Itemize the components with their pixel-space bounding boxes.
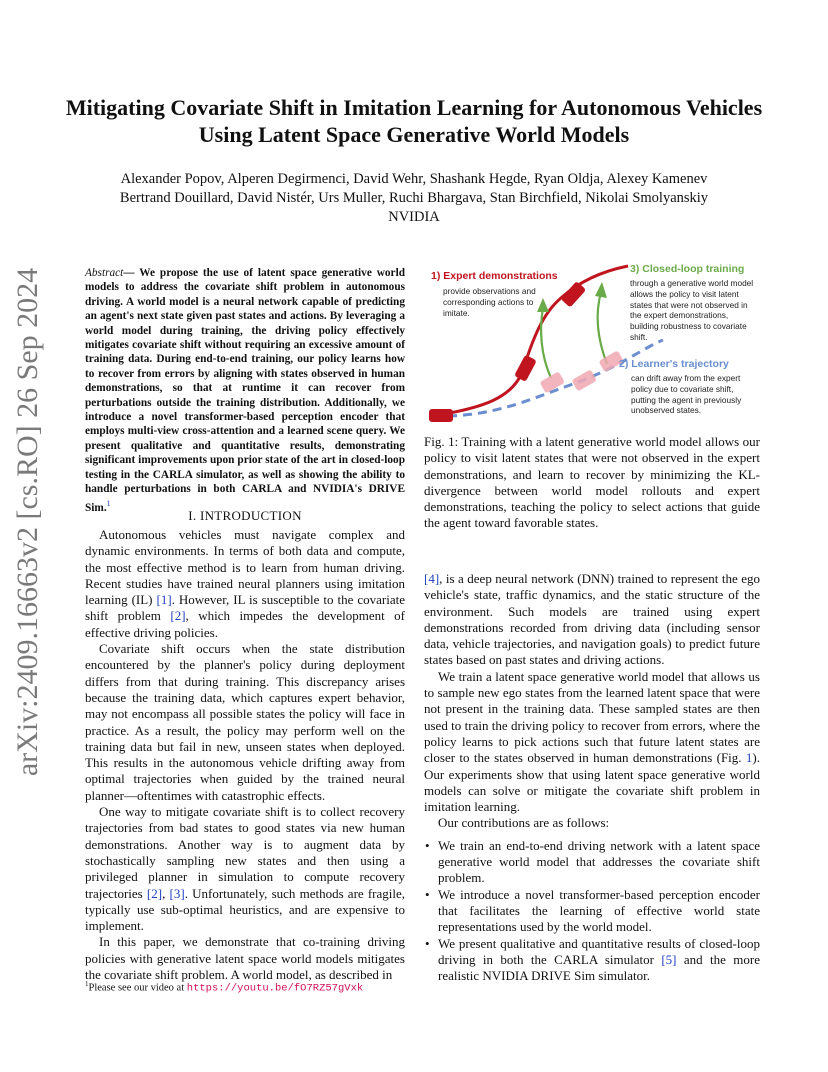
intro-paragraph-4: In this paper, we demonstrate that co-training driving policies with generative latent space world models mitigates the covariate shift problem. A world model, as described in [85, 934, 405, 983]
list-item: • We train an end-to-end driving network with a latent space generative world model that addresses the covariate shift problem. [438, 838, 760, 887]
affiliation: NVIDIA [388, 209, 440, 225]
intro-paragraph-3: One way to mitigate covariate shift is to collect recovery trajectories from bad states to good states via new human demonstrations. Another way is to augment data by stochastically sampling new states and then using a privileged planner in simulation to compute recovery trajectories [2], [3]. Unfortunately, such methods are fragile, typically use sub-optimal heuristics, and are expensive to implement. [85, 804, 406, 934]
expert-demonstrations-label: 1) Expert demonstrations [431, 270, 558, 282]
closed-loop-arrow [541, 308, 551, 378]
section-heading-introduction: I. INTRODUCTION [188, 508, 302, 523]
expert-car [514, 355, 537, 382]
arxiv-identifier: arXiv:2409.16663v2 [cs.RO] 26 Sep 2024 [11, 267, 44, 777]
citation-link[interactable]: [3] [169, 885, 185, 901]
authors-line-1: Alexander Popov, Alperen Degirmenci, David Wehr, Shashank Hegde, Ryan Oldja, Alexey Kamenev [120, 171, 708, 187]
list-item: • We introduce a novel transformer-based perception encoder that facilitates the learning of effective world state representations used by the world model. [438, 887, 760, 936]
closed-loop-arrowhead [595, 282, 607, 298]
closed-loop-arrow [598, 292, 607, 364]
closed-loop-training-text: through a generative world model allows the policy to visit latent states that were not observed in the expert demonstrations, building robustness to covariate shift. [630, 278, 754, 342]
citation-link[interactable]: [5] [661, 951, 677, 967]
learner-trajectory-label: 2) Learner's trajectory [619, 358, 729, 370]
abstract-text: — We propose the use of latent space generative world models to address the covariate shift problem in autonomous driving. A world model is a neural network capable of predicting an agent's next state given past states and actions. By leveraging a world model during training, the driving policy effectively mitigates covariate shift without requiring an excessive amount of training data. During end-to-end training, our policy learns how to recover from errors by aligning with states observed in human demonstrations, so that at runtime it can recover from perturbations outside the training distribution. Additionally, we introduce a novel transformer-based perception encoder that employs multi-view cross-attention and a learned scene query. We present qualitative and quantitative results, demonstrating significant improvements upon prior state of the art in closed-loop testing in the CARLA simulator, as well as showing the ability to handle perturbations in both CARLA and NVIDIA's DRIVE Sim. [85, 267, 405, 514]
right-paragraph-3: Our contributions are as follows: [438, 815, 610, 831]
authors-line-2: Bertrand Douillard, David Nistér, Urs Muller, Ruchi Bhargava, Stan Birchfield, Nikolai Smolyanskiy [119, 190, 709, 206]
expert-car [429, 409, 453, 422]
expert-demonstrations-text: provide observations and corresponding actions to imitate. [443, 286, 536, 318]
footnote-text: Please see our video at [88, 982, 187, 994]
introduction-text [85, 527, 405, 983]
citation-link[interactable]: [1] [156, 592, 172, 608]
closed-loop-training-label: 3) Closed-loop training [630, 263, 745, 275]
paper-title: Mitigating Covariate Shift in Imitation Learning for Autonomous Vehicles Using Latent Space Generative World Models [65, 95, 763, 147]
figure-caption: Fig. 1: Training with a latent generative world model allows our policy to visit latent states that were not observed in the expert demonstrations, and learn to recover by minimizing the KL-divergence between world model rollouts and expert demonstrations, teaching the policy to select actions that guide the agent toward favorable states. [424, 434, 760, 531]
learner-car [571, 369, 597, 391]
learner-trajectory-text: can drift away from the expert policy due to covariate shift, putting the agent in previously unobserved states. [631, 373, 742, 416]
intro-paragraph-1: Autonomous vehicles must navigate complex and dynamic environments. In terms of both data and compute, the most effective method is to learn from human driving. Recent studies have trained neural planners using imitation learning (IL) [1]. However, IL is susceptible to the covariate shift problem [2], which impedes the development of effective driving policies. [85, 527, 406, 640]
footnote [85, 978, 405, 996]
figure-1 [423, 258, 763, 428]
abstract-footnote-mark[interactable]: 1 [106, 498, 111, 508]
abstract [85, 266, 405, 515]
citation-link[interactable]: [2] [146, 885, 163, 901]
list-item: • We present qualitative and quantitative results of closed-loop driving in both the CARLA simulator [5] and the more realistic NVIDIA DRIVE Sim simulator. [438, 936, 760, 985]
intro-paragraph-2: Covariate shift occurs when the state distribution encountered by the planner's policy during deployment differs from that during training. This discrepancy arises because the training data, which captures expert behavior, may not encompass all possible states the policy will face in practice. As a result, the policy may perform well on the training data but fail in new, unseen states when deployed. This results in the autonomous vehicle drifting away from optimal trajectories when guided by the trained neural planner—oftentimes with catastrophic effects. [85, 641, 405, 803]
contributions-list [424, 838, 760, 985]
figure-reference-link[interactable]: 1 [745, 750, 753, 766]
right-paragraph-2: We train a latent space generative world model that allows us to sample new ego states from the learned latent space that were not present in the training data. These sampled states are then used to train the driving policy to recover from errors, where the policy learns to pick actions such that future latent states are closer to the states observed in human demonstrations (Fig. 1). Our experiments show that using latent space generative world models can solve or mitigate the covariate shift problem in imitation learning. [424, 668, 760, 815]
right-column-text [424, 571, 760, 984]
author-block [60, 170, 768, 227]
video-link[interactable]: https://youtu.be/fO7RZ57gVxk [186, 982, 364, 995]
citation-link[interactable]: [2] [170, 608, 186, 624]
right-paragraph-1: [4], is a deep neural network (DNN) trained to represent the ego vehicle's state, traffic dynamics, and the static structure of the environment. Such models are trained using expert demonstrations recorded from driving data (including sensor data, vehicle trajectories, and navigation goals) to predict future states based on past states and driving actions. [424, 571, 760, 668]
footnote-mark: 1 [85, 980, 89, 988]
abstract-label: Abstract [85, 267, 124, 279]
citation-link[interactable]: [4] [424, 571, 440, 586]
